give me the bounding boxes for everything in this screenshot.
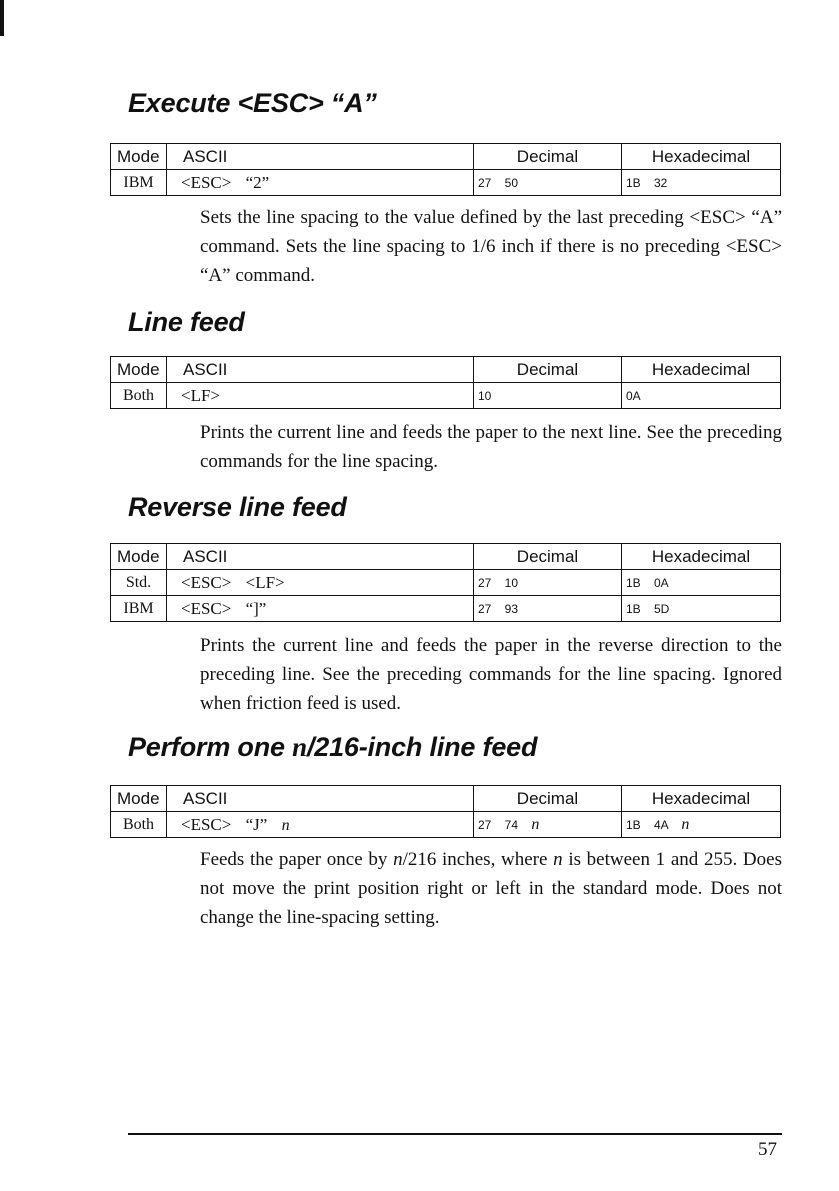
section-title-line-feed: Line feed bbox=[128, 307, 245, 337]
header-ascii: ASCII bbox=[167, 786, 474, 812]
table-header-row bbox=[111, 786, 781, 812]
header-ascii: ASCII bbox=[167, 544, 474, 570]
command-table-execute-esc-a bbox=[110, 143, 781, 196]
section-description: Prints the current line and feeds the paper in the reverse direction to the preceding line. See the preceding commands for the line spacing. Ignored when friction feed is used. bbox=[200, 635, 782, 714]
cell-ascii: <ESC> “2” bbox=[167, 170, 474, 196]
section-description bbox=[200, 845, 782, 932]
table-row bbox=[111, 812, 781, 838]
title-text: Perform one bbox=[128, 732, 293, 762]
table-header-row bbox=[111, 544, 781, 570]
desc-variable: n bbox=[393, 849, 403, 870]
table-row bbox=[111, 596, 781, 622]
cell-ascii: <LF> bbox=[167, 383, 474, 409]
cell-ascii: <ESC> “]” bbox=[167, 596, 474, 622]
cell-decimal: 27 10 bbox=[474, 570, 622, 596]
desc-text: Feeds the paper once by bbox=[200, 849, 394, 870]
command-table-reverse-line-feed bbox=[110, 543, 781, 622]
page-number: 57 bbox=[758, 1139, 777, 1160]
footer-rule bbox=[128, 1133, 782, 1135]
cell-mode: Both bbox=[111, 383, 167, 409]
table-row bbox=[111, 383, 781, 409]
command-table-line-feed bbox=[110, 356, 781, 409]
hex-value: 1B 4A bbox=[626, 817, 669, 832]
section-title-execute-esc-a: Execute <ESC> “A” bbox=[128, 88, 377, 118]
cell-mode: IBM bbox=[111, 596, 167, 622]
section-title-n216-inch-line-feed bbox=[128, 730, 537, 764]
page-edge-mark bbox=[0, 0, 4, 36]
desc-variable: n bbox=[553, 849, 563, 870]
cell-ascii bbox=[167, 812, 474, 838]
cell-mode: Std. bbox=[111, 570, 167, 596]
header-mode: Mode bbox=[111, 786, 167, 812]
cell-decimal bbox=[474, 812, 622, 838]
section-title-reverse-line-feed: Reverse line feed bbox=[128, 492, 347, 522]
header-hexadecimal: Hexadecimal bbox=[622, 357, 781, 383]
cell-decimal: 10 bbox=[474, 383, 622, 409]
param-n: n bbox=[531, 815, 540, 833]
cell-decimal: 27 50 bbox=[474, 170, 622, 196]
cell-mode: IBM bbox=[111, 170, 167, 196]
cell-hexadecimal: 1B 32 bbox=[622, 170, 781, 196]
cell-ascii: <ESC> <LF> bbox=[167, 570, 474, 596]
header-mode: Mode bbox=[111, 144, 167, 170]
command-table-n216-inch-line-feed bbox=[110, 785, 781, 838]
table-header-row bbox=[111, 144, 781, 170]
cell-decimal: 27 93 bbox=[474, 596, 622, 622]
cell-hexadecimal: 0A bbox=[622, 383, 781, 409]
cell-hexadecimal: 1B 5D bbox=[622, 596, 781, 622]
header-mode: Mode bbox=[111, 357, 167, 383]
header-decimal: Decimal bbox=[474, 357, 622, 383]
desc-text: /216 inches, where bbox=[402, 849, 554, 870]
param-n: n bbox=[281, 816, 290, 834]
header-hexadecimal: Hexadecimal bbox=[622, 144, 781, 170]
param-n: n bbox=[681, 815, 690, 833]
header-decimal: Decimal bbox=[474, 786, 622, 812]
cell-hexadecimal: 1B 0A bbox=[622, 570, 781, 596]
table-header-row bbox=[111, 357, 781, 383]
header-hexadecimal: Hexadecimal bbox=[622, 544, 781, 570]
decimal-value: 27 74 bbox=[478, 817, 519, 832]
table-row bbox=[111, 570, 781, 596]
header-decimal: Decimal bbox=[474, 144, 622, 170]
header-ascii: ASCII bbox=[167, 144, 474, 170]
section-description: Prints the current line and feeds the paper to the next line. See the preceding commands for the line spacing. bbox=[200, 422, 782, 472]
header-mode: Mode bbox=[111, 544, 167, 570]
ascii-value: <ESC> “J” bbox=[181, 814, 268, 834]
title-text: /216-inch line feed bbox=[306, 732, 538, 762]
desc-text: is between 1 and 255. Does not move the print position right or left in the standard mode. Does not change the line-spacing setting. bbox=[200, 849, 782, 928]
title-variable: n bbox=[292, 732, 307, 762]
header-hexadecimal: Hexadecimal bbox=[622, 786, 781, 812]
cell-mode: Both bbox=[111, 812, 167, 838]
header-decimal: Decimal bbox=[474, 544, 622, 570]
cell-hexadecimal bbox=[622, 812, 781, 838]
section-description: Sets the line spacing to the value defined by the last preceding <ESC> “A” command. Sets the line spacing to 1/6 inch if there is no preceding <ESC> “A” command. bbox=[200, 207, 782, 286]
table-row bbox=[111, 170, 781, 196]
header-ascii: ASCII bbox=[167, 357, 474, 383]
